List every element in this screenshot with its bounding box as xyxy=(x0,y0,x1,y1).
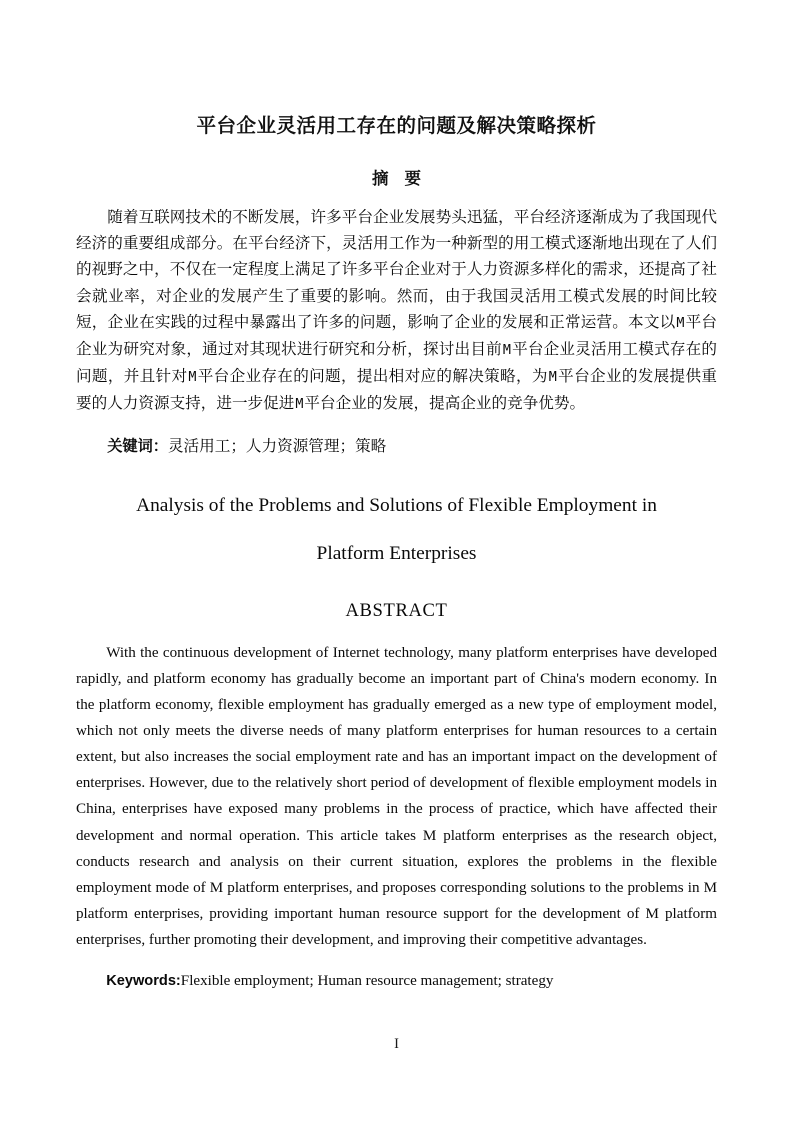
chinese-abstract-heading-char1: 摘 xyxy=(372,170,389,189)
english-abstract-body: With the continuous development of Internet technology, many platform enterprises have developed rapidly, and platform economy has gradually become an important part of China's modern economy. In the platform economy, flexible employment has gradually emerged as a new type of employment model, which not only meets the diverse needs of many platform enterprises for human resources to a certain extent, but also increases the social employment rate and has an important impact on the development of enterprises. However, due to the relatively short period of development of flexible employment models in China, enterprises have exposed many problems in the process of practice, which have affected their development and normal operation. This article takes M platform enterprises as the research object, conducts research and analysis on their current situation, explores the problems in the flexible employment mode of M platform enterprises, and proposes corresponding solutions to the problems in M platform enterprises, providing important human resource support for the development of M platform enterprises, further promoting their development, and improving their competitive advantages. xyxy=(76,644,717,948)
chinese-abstract-m-5: M xyxy=(295,397,304,413)
chinese-keywords-label: 关键词： xyxy=(107,438,168,456)
english-keywords xyxy=(76,968,717,994)
english-abstract-heading: ABSTRACT xyxy=(345,600,448,622)
chinese-abstract-body xyxy=(76,205,717,419)
chinese-abstract-m-1: M xyxy=(676,315,685,331)
english-title xyxy=(76,482,717,578)
chinese-title: 平台企业灵活用工存在的问题及解决策略探析 xyxy=(196,115,597,137)
page-content xyxy=(76,0,717,1009)
chinese-abstract-heading-char2: 要 xyxy=(404,170,421,189)
chinese-abstract-segment-1: 随着互联网技术的不断发展，许多平台企业发展势头迅猛，平台经济逐渐成为了我国现代经济的重要组成部分。在平台经济下，灵活用工作为一种新型的用工模式逐渐地出现在了人们的视野之中，不仅在一定程度上满足了许多平台企业对于人力资源多样化的需求，还提高了社会就业率，对企业的发展产生了重要的影响。然而，由于我国灵活用工模式发展的时间比较短，企业在实践的过程中暴露出了许多的问题，影响了企业的发展和正常运营。本文以 xyxy=(76,209,717,331)
page-number: I xyxy=(394,1036,399,1052)
chinese-keywords-value: 灵活用工；人力资源管理；策略 xyxy=(167,438,387,456)
english-keywords-label: Keywords: xyxy=(106,973,181,990)
chinese-abstract-segment-2: 平台企业为研究对象，通过对其现状进行研究和分析，探讨出目前 xyxy=(76,313,717,359)
chinese-abstract-heading xyxy=(76,168,717,191)
english-title-line-2: Platform Enterprises xyxy=(316,543,477,565)
chinese-abstract-segment-5: 平台企业的发展提供重要的人力资源支持，进一步促进 xyxy=(76,368,717,413)
chinese-abstract-m-3: M xyxy=(188,370,197,386)
chinese-abstract-segment-3: 平台企业灵活用工模式存在的问题，并且针对 xyxy=(76,341,717,386)
chinese-keywords xyxy=(76,434,717,460)
chinese-abstract-segment-6: 平台企业的发展，提高企业的竞争优势。 xyxy=(304,395,586,413)
chinese-abstract-segment-4: 平台企业存在的问题，提出相对应的解决策略，为 xyxy=(197,368,548,386)
chinese-abstract-m-4: M xyxy=(548,370,557,386)
english-title-line-1: Analysis of the Problems and Solutions of Flexible Employment in xyxy=(136,495,657,517)
chinese-abstract-m-2: M xyxy=(502,343,511,359)
english-keywords-value: Flexible employment; Human resource management; strategy xyxy=(180,973,554,990)
